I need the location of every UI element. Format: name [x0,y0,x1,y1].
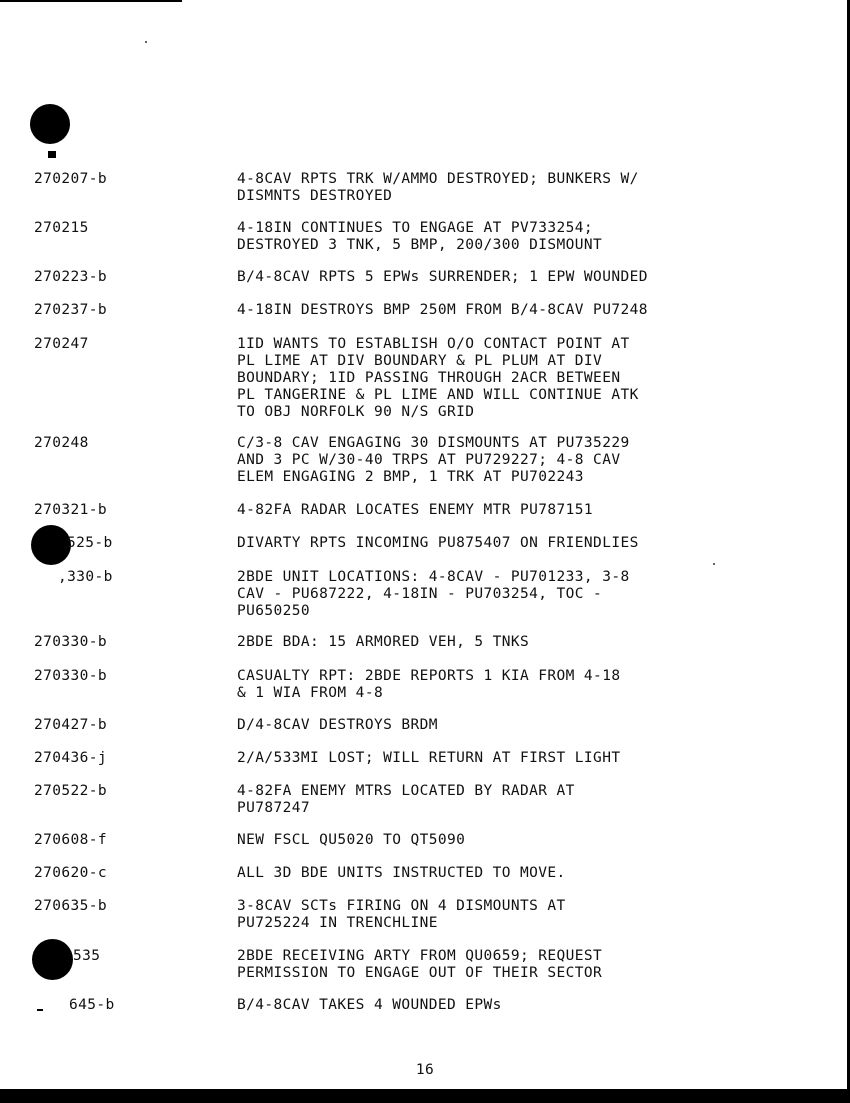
entry-dtg: 270248 [34,435,89,451]
entry-dtg: 270330-b [34,634,108,650]
entry-dtg: 270247 [34,336,89,352]
entry-dtg: 270620-c [34,865,108,881]
scan-border-bottom [0,1089,850,1103]
entry-text: CASUALTY RPT: 2BDE REPORTS 1 KIA FROM 4-18 & 1 WIA FROM 4-8 [237,668,621,701]
punch-shadow-mark [48,151,56,158]
scan-border-top [0,0,182,2]
entry-text: ALL 3D BDE UNITS INSTRUCTED TO MOVE. [237,865,566,881]
entry-text: C/3-8 CAV ENGAGING 30 DISMOUNTS AT PU735229 AND 3 PC W/30-40 TRPS AT PU729227; 4-8 CAV ELEM ENGAGING 2 BMP, 1 TRK AT PU702243 [237,435,630,485]
entry-text: 4-18IN CONTINUES TO ENGAGE AT PV733254; DESTROYED 3 TNK, 5 BMP, 200/300 DISMOUNT [237,220,603,253]
entry-dtg: 645-b [69,997,115,1013]
entry-text: B/4-8CAV TAKES 4 WOUNDED EPWs [237,997,502,1013]
entry-dtg: 270321-b [34,502,108,518]
entry-text: 3-8CAV SCTs FIRING ON 4 DISMOUNTS AT PU725224 IN TRENCHLINE [237,898,566,931]
entry-dtg: 270207-b [34,171,108,187]
scan-mark [37,1009,43,1011]
entry-dtg: ,330-b [58,569,113,585]
entry-dtg: 270608-f [34,832,108,848]
hole-punch-mark [30,104,70,144]
hole-punch-mark [31,525,71,565]
entry-dtg: 270436-j [34,750,108,766]
entry-text: 2BDE RECEIVING ARTY FROM QU0659; REQUEST PERMISSION TO ENGAGE OUT OF THEIR SECTOR [237,948,603,981]
scan-speck [145,41,147,43]
entry-text: NEW FSCL QU5020 TO QT5090 [237,832,466,848]
entry-text: 4-82FA RADAR LOCATES ENEMY MTR PU787151 [237,502,594,518]
entry-text: 4-18IN DESTROYS BMP 250M FROM B/4-8CAV PU7248 [237,302,648,318]
entry-dtg: 270237-b [34,302,108,318]
entry-text: DIVARTY RPTS INCOMING PU875407 ON FRIENDLIES [237,535,639,551]
entry-dtg: 525-b [67,535,113,551]
entry-text: 4-82FA ENEMY MTRS LOCATED BY RADAR AT PU787247 [237,783,575,816]
entry-dtg: 535 [73,948,101,964]
entry-text: D/4-8CAV DESTROYS BRDM [237,717,438,733]
entry-dtg: 270215 [34,220,89,236]
entry-dtg: 270223-b [34,269,108,285]
entry-text: 2/A/533MI LOST; WILL RETURN AT FIRST LIGHT [237,750,621,766]
entry-dtg: 270522-b [34,783,108,799]
entry-text: 2BDE BDA: 15 ARMORED VEH, 5 TNKS [237,634,530,650]
scan-speck [713,563,715,565]
entry-dtg: 270427-b [34,717,108,733]
entry-text: B/4-8CAV RPTS 5 EPWs SURRENDER; 1 EPW WOUNDED [237,269,648,285]
entry-text: 2BDE UNIT LOCATIONS: 4-8CAV - PU701233, 3-8 CAV - PU687222, 4-18IN - PU703254, TOC - PU650250 [237,569,630,619]
page-number: 16 [415,1062,435,1078]
entry-text: 4-8CAV RPTS TRK W/AMMO DESTROYED; BUNKERS W/ DISMNTS DESTROYED [237,171,639,204]
entry-dtg: 270330-b [34,668,108,684]
entry-text: 1ID WANTS TO ESTABLISH O/O CONTACT POINT AT PL LIME AT DIV BOUNDARY & PL PLUM AT DIV BOUNDARY; 1ID PASSING THROUGH 2ACR BETWEEN PL TANGERINE & PL LIME AND WILL CONTINUE ATK TO OBJ NORFOLK 90 N/S GRID [237,336,639,420]
entry-dtg: 270635-b [34,898,108,914]
hole-punch-mark [32,939,73,980]
